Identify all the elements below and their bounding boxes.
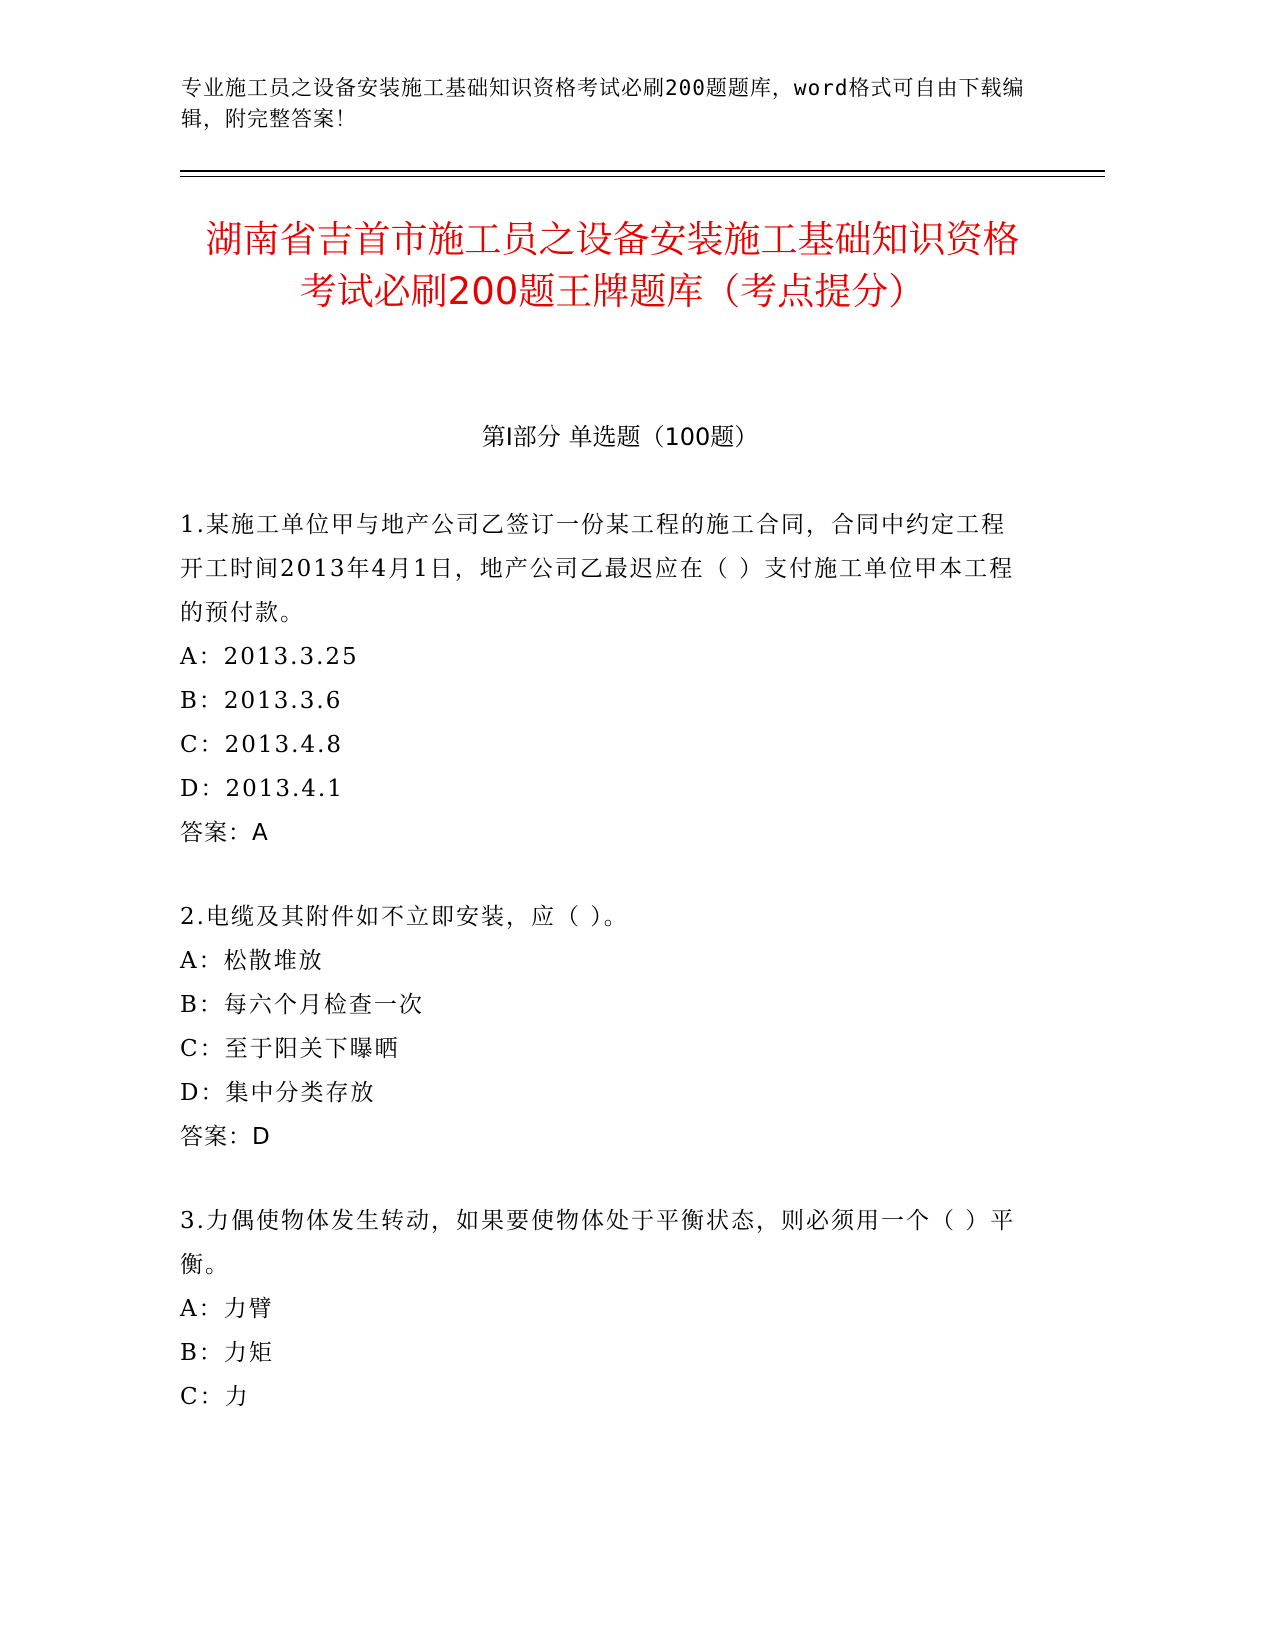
option-d: D：集中分类存放 xyxy=(180,1080,376,1106)
option-c: C：2013.4.8 xyxy=(180,732,344,758)
option-a: A：2013.3.25 xyxy=(180,644,359,670)
header-rule-thick xyxy=(180,170,1105,172)
option-b: B：每六个月检查一次 xyxy=(180,992,424,1018)
option-c: C：至于阳关下曝晒 xyxy=(180,1036,400,1062)
option-d: D：2013.4.1 xyxy=(180,776,344,802)
question-3 xyxy=(180,1199,1030,1419)
document-title: 湖南省吉首市施工员之设备安装施工基础知识资格考试必刷200题王牌题库（考点提分） xyxy=(205,218,1020,313)
header-note: 专业施工员之设备安装施工基础知识资格考试必刷200题题库，word格式可自由下载编辑，附完整答案！ xyxy=(181,76,1025,131)
option-b: B：力矩 xyxy=(180,1340,274,1366)
question-1 xyxy=(180,503,1030,855)
question-stem: 2.电缆及其附件如不立即安装，应（ ）。 xyxy=(180,904,629,930)
answer: 答案：D xyxy=(180,1124,271,1150)
question-stem: 1.某施工单位甲与地产公司乙签订一份某工程的施工合同，合同中约定工程开工时间2013年4月1日，地产公司乙最迟应在（ ）支付施工单位甲本工程的预付款。 xyxy=(180,512,1015,626)
question-stem: 3.力偶使物体发生转动，如果要使物体处于平衡状态，则必须用一个（ ）平衡。 xyxy=(180,1208,1016,1278)
section-heading: 第I部分 单选题（100题） xyxy=(481,423,759,451)
option-a: A：力臂 xyxy=(180,1296,274,1322)
question-2 xyxy=(180,895,1030,1159)
option-a: A：松散堆放 xyxy=(180,948,324,974)
header-rule-thin xyxy=(180,176,1105,177)
question-list xyxy=(180,503,1030,1459)
option-b: B：2013.3.6 xyxy=(180,688,343,714)
answer: 答案：A xyxy=(180,820,269,846)
option-c: C：力 xyxy=(180,1384,250,1410)
